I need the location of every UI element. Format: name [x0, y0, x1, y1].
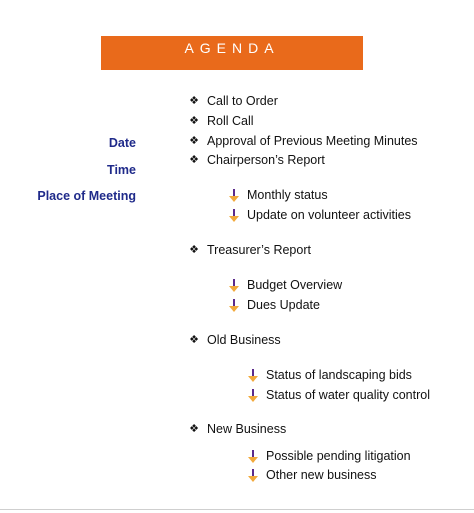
diamond-bullet-icon: ❖ [189, 135, 199, 147]
diamond-bullet-icon: ❖ [189, 115, 199, 127]
place-of-meeting-label: Place of Meeting [37, 189, 136, 203]
agenda-subitem-label: Monthly status [247, 188, 328, 202]
agenda-subitem-label: Status of water quality control [266, 388, 430, 402]
agenda-subitem [247, 278, 342, 293]
agenda-item [189, 114, 254, 129]
down-arrow-bullet-icon [229, 189, 239, 202]
agenda-subitem [266, 449, 411, 464]
agenda-item-label: Treasurer’s Report [207, 243, 311, 257]
diamond-bullet-icon: ❖ [189, 423, 199, 435]
diamond-bullet-icon: ❖ [189, 154, 199, 166]
agenda-item [189, 422, 287, 437]
agenda-subitem [247, 188, 328, 203]
time-label: Time [107, 163, 136, 177]
agenda-item-label: Chairperson’s Report [207, 153, 325, 167]
agenda-item-label: Roll Call [207, 114, 254, 128]
agenda-item-label: Approval of Previous Meeting Minutes [207, 134, 418, 148]
diamond-bullet-icon: ❖ [189, 244, 199, 256]
agenda-title-bar [101, 36, 363, 70]
agenda-item [189, 134, 418, 149]
down-arrow-bullet-icon [248, 389, 258, 402]
bottom-divider [0, 509, 474, 510]
agenda-subitem [266, 468, 376, 483]
diamond-bullet-icon: ❖ [189, 95, 199, 107]
agenda-subitem [247, 208, 411, 223]
agenda-subitem-label: Dues Update [247, 298, 320, 312]
down-arrow-bullet-icon [229, 279, 239, 292]
down-arrow-bullet-icon [248, 369, 258, 382]
agenda-subitem-label: Possible pending litigation [266, 449, 411, 463]
agenda-item [189, 94, 278, 109]
agenda-subitem [266, 388, 430, 403]
agenda-title: AGENDA [184, 40, 280, 56]
down-arrow-bullet-icon [248, 469, 258, 482]
agenda-subitem [247, 298, 320, 313]
agenda-item [189, 333, 281, 348]
down-arrow-bullet-icon [229, 209, 239, 222]
agenda-item [189, 153, 325, 168]
agenda-subitem [266, 368, 412, 383]
agenda-subitem-label: Update on volunteer activities [247, 208, 411, 222]
date-label: Date [108, 136, 136, 150]
agenda-subitem-label: Budget Overview [247, 278, 343, 292]
agenda-item-label: Old Business [207, 333, 281, 347]
agenda-subitem-label: Other new business [266, 468, 377, 482]
down-arrow-bullet-icon [229, 299, 239, 312]
down-arrow-bullet-icon [248, 450, 258, 463]
agenda-item-label: Call to Order [207, 94, 278, 108]
agenda-item [189, 243, 311, 258]
agenda-subitem-label: Status of landscaping bids [266, 368, 412, 382]
agenda-item-label: New Business [207, 422, 287, 436]
diamond-bullet-icon: ❖ [189, 334, 199, 346]
